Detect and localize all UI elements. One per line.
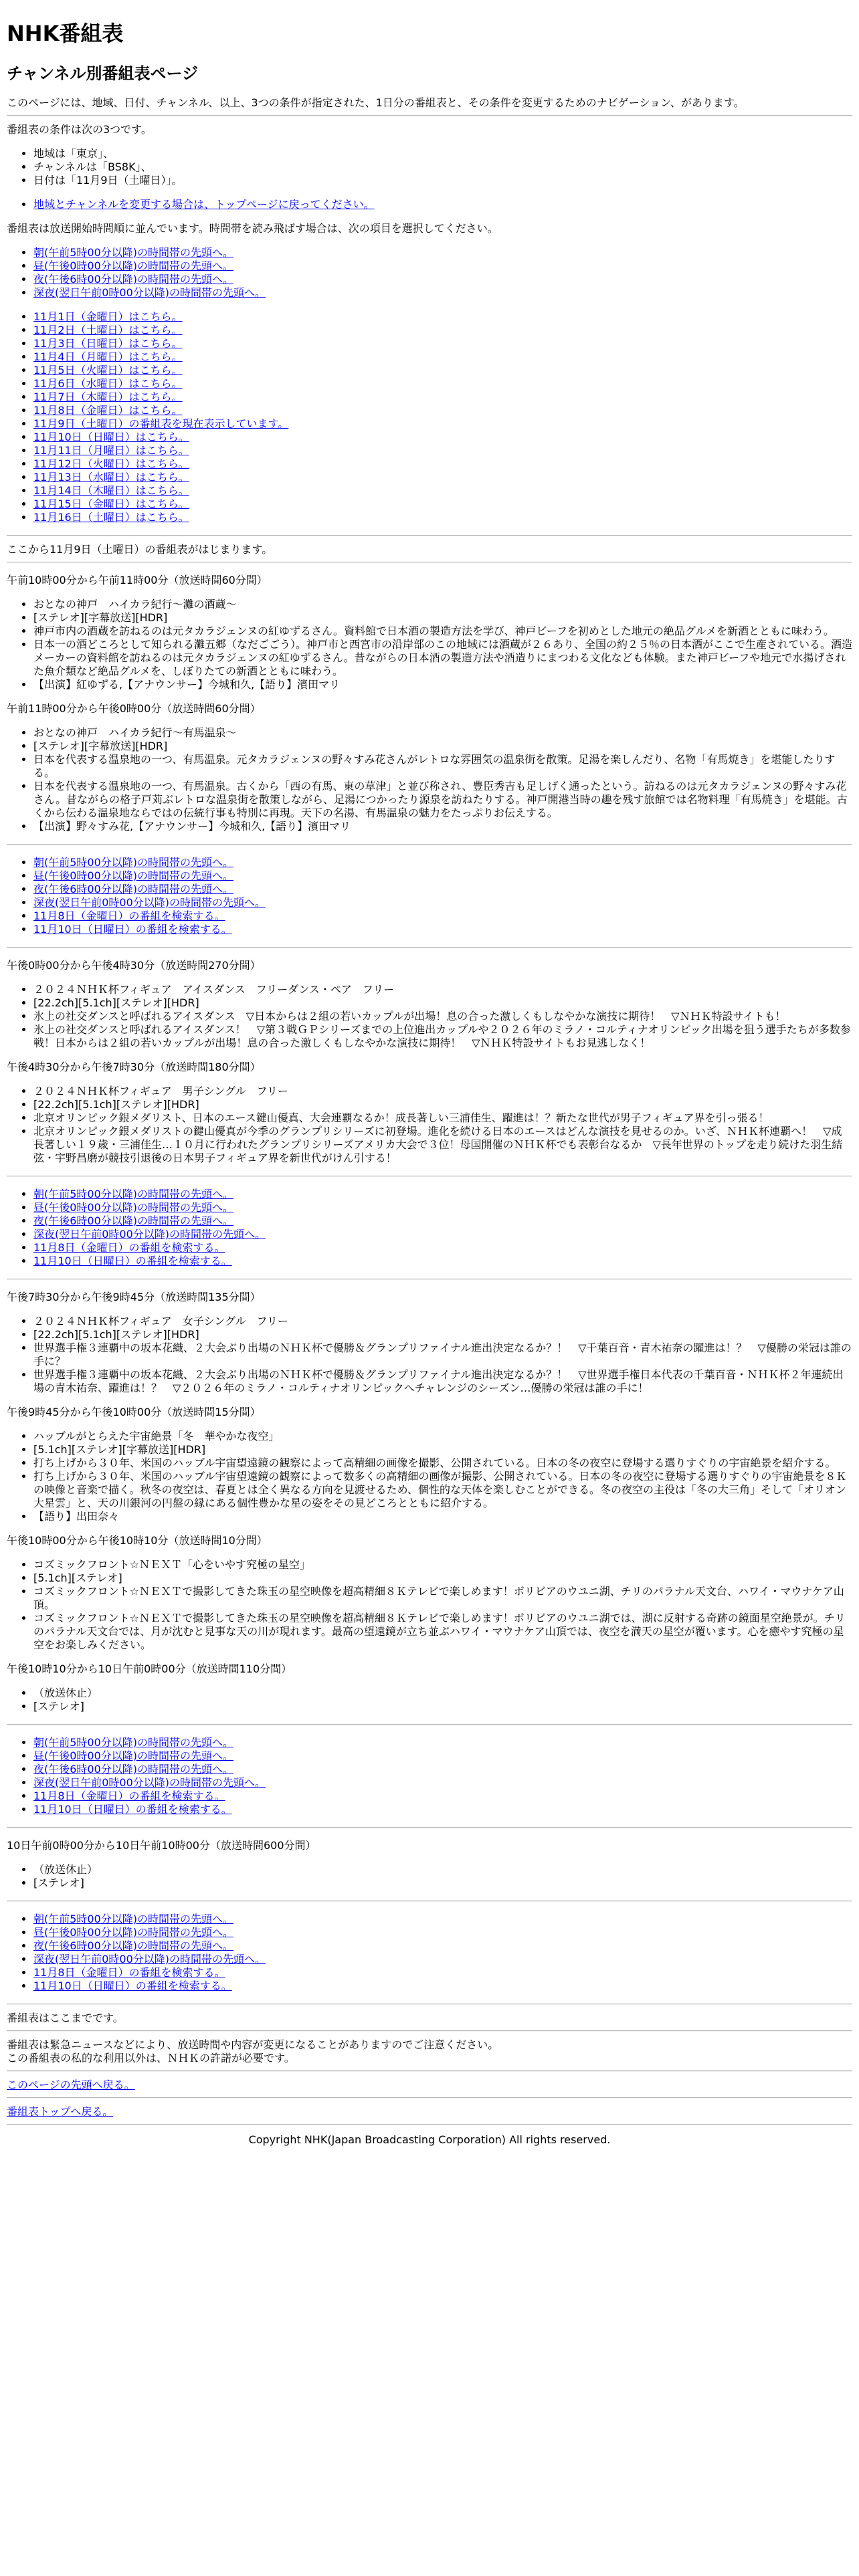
change-notice: 番組表は緊急ニュースなどにより、放送時間や内容が変更になることがありますのでご注意ください。 bbox=[7, 2038, 499, 2051]
divider bbox=[7, 2097, 852, 2099]
program-details bbox=[7, 1863, 852, 1890]
program-time: 午後9時45分から午後10時00分（放送時間15分間） bbox=[7, 1406, 261, 1418]
program-cast: • 【出演】紅ゆずる,【アナウンサー】今城和久,【語り】濱田マリ bbox=[33, 678, 852, 691]
program-attributes: • [22.2ch][5.1ch][ステレオ][HDR] bbox=[33, 1328, 852, 1341]
program-attributes: • [ステレオ] bbox=[33, 1876, 852, 1890]
program-attributes: • [22.2ch][5.1ch][ステレオ][HDR] bbox=[33, 1098, 852, 1111]
prev-day-search-link[interactable]: 11月8日（金曜日）の番組を検索する。 bbox=[33, 1966, 225, 1979]
program-summary: • 神戸市内の酒蔵を訪ねるのは元タカラジェンヌの紅ゆずるさん。資料館で日本酒の製造方法を学び、神戸ビーフを初めとした地元の絶品グルメを新酒とともに味わう。 bbox=[33, 625, 852, 638]
date-link[interactable]: 11月12日（火曜日）はこちら。 bbox=[33, 457, 189, 470]
program-attributes: • [5.1ch][ステレオ] bbox=[33, 1572, 852, 1585]
program-description: • 日本を代表する温泉地の一つ、有馬温泉。古くから「西の有馬、東の草津」と並び称され、豊臣秀吉も足しげく通ったという。訪ねるのは元タカラジェンヌの野々すみ花さん。昔ながらの格子戸苅ぶレトロな温泉街を散策しながら、足湯につかったり源泉を訪ねたりする。神戸開港当時の趣を残す旅館では名物料理「有馬焼き」を堪能。古くから伝わる温泉地ならではの伝統行事も特別に再現。天下の名湯、有馬温泉の魅力をたっぷりお伝えする。 bbox=[33, 780, 852, 820]
section-nav bbox=[7, 1736, 852, 1816]
page-title: NHK番組表 bbox=[7, 21, 124, 46]
timeband-morning-link[interactable]: 朝(午前5時00分以降)の時間帯の先頭へ。 bbox=[33, 1913, 234, 1925]
timeband-evening-link[interactable]: 夜(午後6時00分以降)の時間帯の先頭へ。 bbox=[33, 883, 234, 895]
divider bbox=[7, 115, 852, 116]
program-details bbox=[7, 1085, 852, 1165]
date-link[interactable]: 11月2日（土曜日）はこちら。 bbox=[33, 324, 183, 336]
program-summary: • 日本を代表する温泉地の一つ、有馬温泉。元タカラジェンヌの野々すみ花さんがレトロな雰囲気の温泉街を散策。足湯を楽しんだり、名物「有馬焼き」を堪能したりする。 bbox=[33, 753, 852, 780]
copyright: Copyright NHK(Japan Broadcasting Corporation) All rights reserved. bbox=[248, 2133, 611, 2146]
program-time: 午前11時00分から午後0時00分（放送時間60分間） bbox=[7, 702, 261, 715]
section-nav bbox=[7, 856, 852, 936]
timeband-noon-link[interactable]: 昼(午後0時00分以降)の時間帯の先頭へ。 bbox=[33, 259, 234, 272]
divider bbox=[7, 2004, 852, 2005]
timeband-morning-link[interactable]: 朝(午前5時00分以降)の時間帯の先頭へ。 bbox=[33, 1736, 234, 1749]
conditions-list bbox=[7, 147, 852, 187]
program-description: • 日本一の酒どころとして知られる灘五郷（なだごごう）。神戸市と西宮市の沿岸部のこの地域には酒蔵が２６あり、全国の約２５％の日本酒がここで生産されている。酒造メーカーの資料館を訪ねるのは元タカラジェンヌの紅ゆずるさん。昔ながらの日本酒の製造方法や酒造りにまつわる文化なども体験。また神戸ビーフや地元で水揚げされた魚介類など絶品グルメを、しぼりたての新酒とともに味わう。 bbox=[33, 638, 852, 678]
timeband-noon-link[interactable]: 昼(午後0時00分以降)の時間帯の先頭へ。 bbox=[33, 1749, 234, 1762]
program-description: • 北京オリンピック銀メダリストの鍵山優真が今季のグランプリシリーズに初登場。進化を続ける日本のエースはどんな演技を見せるのか。いざ、ＮＨＫ杯連覇へ！ ▽成長著しい１９歳・三浦佳生…１０月に行われたグランプリシリーズアメリカ大会で３位！母国開催のＮＨＫ杯でも表彰台なるか ▽長年世界のトップを走り続けた羽生結弦・宇野昌磨が競技引退後の日本男子フィギュア界を新世代がけん引する！ bbox=[33, 1125, 852, 1165]
date-link[interactable]: 11月11日（月曜日）はこちら。 bbox=[33, 444, 189, 457]
usage-notice: この番組表の私的な利用以外は、ＮＨＫの許諾が必要です。 bbox=[7, 2052, 295, 2064]
page-intro: このページには、地域、日付、チャンネル、以上、3つの条件が指定された、1日分の番組表と、その条件を変更するためのナビゲーション、があります。 bbox=[7, 96, 745, 109]
timeband-nav bbox=[7, 246, 852, 300]
program-title: • ２０２４ＮＨＫ杯フィギュア アイスダンス フリーダンス・ペア フリー bbox=[33, 983, 852, 996]
program-description: • コズミックフロント☆ＮＥＸＴで撮影してきた珠玉の星空映像を超高精細８Ｋテレビで楽しめます！ボリビアのウユニ湖では、湖に反射する奇跡の鏡面星空絶景が。チリのパラナル天文台では、月が沈むと見事な天の川が現れます。最高の望遠鏡が立ち並ぶハワイ・マウナケア山頂では、夜空を満天の星空が覆います。心を癒やす究極の星空をお楽しみください。 bbox=[33, 1612, 852, 1652]
date-link[interactable]: 11月4日（月曜日）はこちら。 bbox=[33, 350, 183, 363]
program-attributes: • [5.1ch][ステレオ][字幕放送][HDR] bbox=[33, 1443, 852, 1457]
program-attributes: • [ステレオ] bbox=[33, 1700, 852, 1713]
date-link[interactable]: 11月1日（金曜日）はこちら。 bbox=[33, 310, 183, 323]
back-to-top-link[interactable]: このページの先頭へ戻る。 bbox=[7, 2078, 135, 2091]
prev-day-search-link[interactable]: 11月8日（金曜日）の番組を検索する。 bbox=[33, 909, 225, 922]
divider bbox=[7, 2030, 852, 2032]
page-subtitle: チャンネル別番組表ページ bbox=[7, 64, 199, 83]
program-attributes: • [ステレオ][字幕放送][HDR] bbox=[33, 740, 852, 753]
program-summary: • 氷上の社交ダンスと呼ばれるアイスダンス ▽日本からは２組の若いカップルが出場！息の合った激しくもしなやかな演技に期待！ ▽ＮＨＫ特設サイトも！ bbox=[33, 1010, 852, 1023]
date-link[interactable]: 11月15日（金曜日）はこちら。 bbox=[33, 498, 189, 510]
prev-day-search-link[interactable]: 11月8日（金曜日）の番組を検索する。 bbox=[33, 1790, 225, 1802]
program-summary: • 世界選手権３連覇中の坂本花織、２大会ぶり出場のＮＨＫ杯で優勝＆グランプリファイナル進出決定なるか？！ ▽千葉百音・青木祐奈の躍進は！？ ▽優勝の栄冠は誰の手に？ bbox=[33, 1341, 852, 1368]
program-summary: • 打ち上げから３０年、米国のハッブル宇宙望遠鏡の観察によって高精細の画像を撮影、公開されている。日本の冬の夜空に登場する選りすぐりの宇宙絶景を紹介する。 bbox=[33, 1457, 852, 1470]
program-title: • おとなの神戸 ハイカラ紀行〜灘の酒蔵〜 bbox=[33, 598, 852, 611]
program-title: • （放送休止） bbox=[33, 1863, 852, 1876]
program-description: • 氷上の社交ダンスと呼ばれるアイスダンス！ ▽第３戦ＧＰシリーズまでの上位進出カップルや２０２６年のミラノ・コルティナオリンピック出場を狙う選手たちが多数参戦！日本からは２組の若いカップルが出場！息の合った激しくもしなやかな演技に期待！ ▽ＮＨＫ特設サイトもお見逃しなく！ bbox=[33, 1023, 852, 1050]
timeband-latenight-link[interactable]: 深夜(翌日午前0時00分以降)の時間帯の先頭へ。 bbox=[33, 1953, 266, 1965]
section-nav bbox=[7, 1188, 852, 1268]
program-title: • ハッブルがとらえた宇宙絶景「冬 華やかな夜空」 bbox=[33, 1430, 852, 1443]
date-link[interactable]: 11月7日（木曜日）はこちら。 bbox=[33, 391, 183, 403]
divider bbox=[7, 1279, 852, 1280]
next-day-search-link[interactable]: 11月10日（日曜日）の番組を検索する。 bbox=[33, 1979, 232, 1992]
program-title: • コズミックフロント☆ＮＥＸＴ「心をいやす究極の星空」 bbox=[33, 1558, 852, 1572]
nav-heading: 番組表は放送開始時間順に並んでいます。時間帯を読み飛ばす場合は、次の項目を選択してください。 bbox=[7, 222, 498, 235]
timeband-latenight-link[interactable]: 深夜(翌日午前0時00分以降)の時間帯の先頭へ。 bbox=[33, 1228, 266, 1241]
timeband-latenight-link[interactable]: 深夜(翌日午前0時00分以降)の時間帯の先頭へ。 bbox=[33, 1776, 266, 1789]
timeband-evening-link[interactable]: 夜(午後6時00分以降)の時間帯の先頭へ。 bbox=[33, 1939, 234, 1952]
conditions-heading: 番組表の条件は次の3つです。 bbox=[7, 123, 152, 136]
date-link[interactable]: 11月14日（木曜日）はこちら。 bbox=[33, 484, 189, 497]
divider bbox=[7, 1176, 852, 1177]
schedule-start-label: ここから11月9日（土曜日）の番組表がはじまります。 bbox=[7, 543, 273, 556]
program-description: • 世界選手権３連覇中の坂本花織、２大会ぶり出場のＮＨＫ杯で優勝＆グランプリファイナル進出決定なるか？！ ▽世界選手権日本代表の千葉百音・ＮＨＫ杯２年連続出場の青木祐奈、躍進は！？ ▽２０２６年のミラノ・コルティナオリンピックへチャレンジのシーズン…優勝の栄冠は誰の手に！ bbox=[33, 1368, 852, 1395]
timeband-morning-link[interactable]: 朝(午前5時00分以降)の時間帯の先頭へ。 bbox=[33, 1188, 234, 1200]
schedule-end-label: 番組表はここまでです。 bbox=[7, 2012, 124, 2024]
program-time: 午後7時30分から午後9時45分（放送時間135分間） bbox=[7, 1291, 261, 1303]
section-nav bbox=[7, 1913, 852, 1993]
program-description: • 打ち上げから３０年、米国のハッブル宇宙望遠鏡の観察によって数多くの高精細の画像が撮影、公開されている。日本の冬の夜空に登場する選りすぐりの宇宙絶景を８Ｋの映像と音楽で描く。秋冬の夜空は、春夏とは全く異なる方向を見渡せるため、個性的な天体を楽しむことができる。冬の夜空の主役は「冬の大三角」そして「オリオン大星雲」と、天の川銀河の円盤の縁にある個性豊かな星の姿をその見どころとともに紹介する。 bbox=[33, 1470, 852, 1510]
timeband-morning-link[interactable]: 朝(午前5時00分以降)の時間帯の先頭へ。 bbox=[33, 856, 234, 869]
condition-channel: • チャンネルは「BS8K」、 bbox=[33, 160, 852, 174]
divider bbox=[7, 2124, 852, 2125]
timeband-noon-link[interactable]: 昼(午後0時00分以降)の時間帯の先頭へ。 bbox=[33, 1926, 234, 1939]
program-attributes: • [ステレオ][字幕放送][HDR] bbox=[33, 611, 852, 625]
program-details bbox=[7, 598, 852, 691]
date-link[interactable]: 11月13日（水曜日）はこちら。 bbox=[33, 471, 189, 484]
program-time: 午後10時00分から午後10時10分（放送時間10分間） bbox=[7, 1534, 268, 1547]
program-summary: • コズミックフロント☆ＮＥＸＴで撮影してきた珠玉の星空映像を超高精細８Ｋテレビで楽しめます！ボリビアのウユニ湖、チリのパラナル天文台、ハワイ・マウナケア山頂。 bbox=[33, 1585, 852, 1612]
date-nav bbox=[7, 310, 852, 524]
program-details bbox=[7, 983, 852, 1050]
date-link[interactable]: 11月10日（日曜日）はこちら。 bbox=[33, 431, 189, 443]
program-details bbox=[7, 1558, 852, 1652]
date-link[interactable]: 11月8日（金曜日）はこちら。 bbox=[33, 404, 183, 417]
program-cast: • 【語り】出田奈々 bbox=[33, 1510, 852, 1523]
prev-day-search-link[interactable]: 11月8日（金曜日）の番組を検索する。 bbox=[33, 1241, 225, 1254]
date-link[interactable]: 11月3日（日曜日）はこちら。 bbox=[33, 337, 183, 350]
next-day-search-link[interactable]: 11月10日（日曜日）の番組を検索する。 bbox=[33, 1803, 232, 1816]
timeband-noon-link[interactable]: 昼(午後0時00分以降)の時間帯の先頭へ。 bbox=[33, 1201, 234, 1214]
next-day-search-link[interactable]: 11月10日（日曜日）の番組を検索する。 bbox=[33, 1255, 232, 1267]
date-link[interactable]: 11月16日（土曜日）はこちら。 bbox=[33, 511, 189, 524]
divider bbox=[7, 947, 852, 948]
timeband-morning-link[interactable]: 朝(午前5時00分以降)の時間帯の先頭へ。 bbox=[33, 246, 234, 259]
change-conditions-link[interactable]: 地域とチャンネルを変更する場合は、トップページに戻ってください。 bbox=[33, 198, 375, 211]
program-time: 午後10時10分から10日午前0時00分（放送時間110分間） bbox=[7, 1662, 292, 1675]
timeband-evening-link[interactable]: 夜(午後6時00分以降)の時間帯の先頭へ。 bbox=[33, 1214, 234, 1227]
divider bbox=[7, 1827, 852, 1828]
program-details bbox=[7, 1687, 852, 1713]
date-link-current[interactable]: 11月9日（土曜日）の番組表を現在表示しています。 bbox=[33, 417, 289, 430]
timeband-latenight-link[interactable]: 深夜(翌日午前0時00分以降)の時間帯の先頭へ。 bbox=[33, 286, 266, 299]
program-title: • ２０２４ＮＨＫ杯フィギュア 女子シングル フリー bbox=[33, 1315, 852, 1328]
program-details bbox=[7, 1430, 852, 1523]
divider bbox=[7, 562, 852, 563]
program-details bbox=[7, 1315, 852, 1395]
divider bbox=[7, 844, 852, 845]
divider bbox=[7, 2070, 852, 2072]
program-details bbox=[7, 726, 852, 833]
condition-region: • 地域は「東京」、 bbox=[33, 147, 852, 160]
timeband-evening-link[interactable]: 夜(午後6時00分以降)の時間帯の先頭へ。 bbox=[33, 273, 234, 286]
condition-date: • 日付は「11月9日（土曜日）」。 bbox=[33, 174, 852, 187]
date-link[interactable]: 11月5日（火曜日）はこちら。 bbox=[33, 364, 183, 377]
change-conditions-list bbox=[7, 198, 852, 211]
program-attributes: • [22.2ch][5.1ch][ステレオ][HDR] bbox=[33, 996, 852, 1010]
divider bbox=[7, 535, 852, 536]
timeband-evening-link[interactable]: 夜(午後6時00分以降)の時間帯の先頭へ。 bbox=[33, 1763, 234, 1776]
program-summary: • 北京オリンピック銀メダリスト、日本のエース鍵山優真、大会連覇なるか！成長著しい三浦佳生、躍進は！？新たな世代が男子フィギュア界を引っ張る！ bbox=[33, 1111, 852, 1125]
program-time: 午後4時30分から午後7時30分（放送時間180分間） bbox=[7, 1061, 261, 1073]
program-title: • ２０２４ＮＨＫ杯フィギュア 男子シングル フリー bbox=[33, 1085, 852, 1098]
program-title: • （放送休止） bbox=[33, 1687, 852, 1700]
divider bbox=[7, 1901, 852, 1902]
divider bbox=[7, 1724, 852, 1725]
back-to-index-link[interactable]: 番組表トップへ戻る。 bbox=[7, 2105, 114, 2118]
next-day-search-link[interactable]: 11月10日（日曜日）の番組を検索する。 bbox=[33, 923, 232, 936]
timeband-latenight-link[interactable]: 深夜(翌日午前0時00分以降)の時間帯の先頭へ。 bbox=[33, 896, 266, 909]
program-time: 午前10時00分から午前11時00分（放送時間60分間） bbox=[7, 574, 268, 586]
date-link[interactable]: 11月6日（水曜日）はこちら。 bbox=[33, 377, 183, 390]
timeband-noon-link[interactable]: 昼(午後0時00分以降)の時間帯の先頭へ。 bbox=[33, 869, 234, 882]
program-title: • おとなの神戸 ハイカラ紀行〜有馬温泉〜 bbox=[33, 726, 852, 740]
program-cast: • 【出演】野々すみ花,【アナウンサー】今城和久,【語り】濱田マリ bbox=[33, 820, 852, 833]
program-time: 10日午前0時00分から10日午前10時00分（放送時間600分間） bbox=[7, 1839, 316, 1852]
program-time: 午後0時00分から午後4時30分（放送時間270分間） bbox=[7, 959, 261, 972]
